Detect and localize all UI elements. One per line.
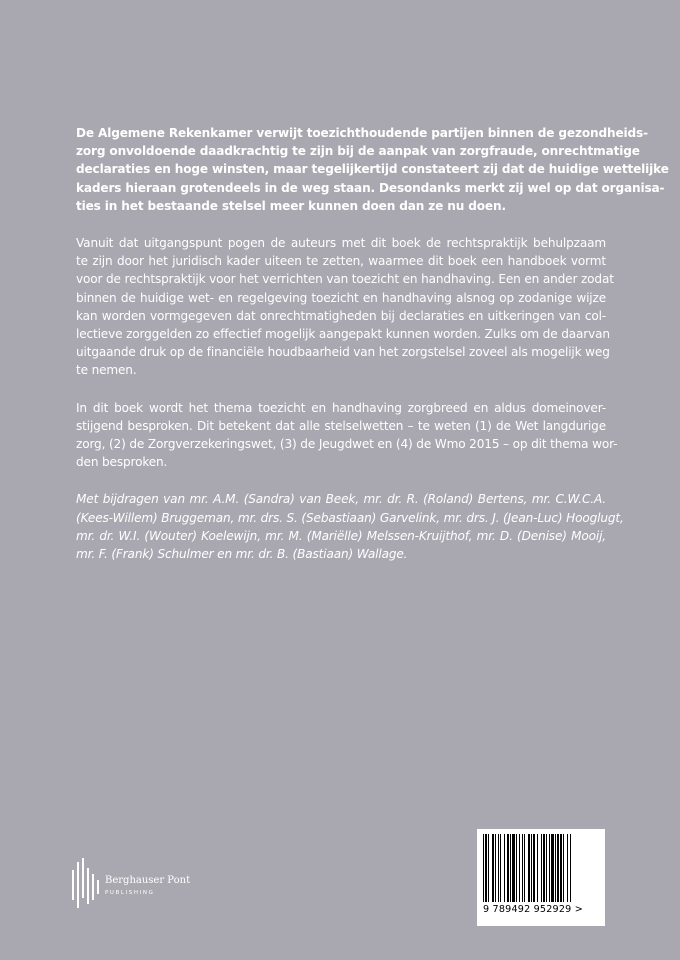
- text-line: te nemen.: [76, 363, 137, 378]
- text-line: lectieve zorggelden zo effectief mogelijk aangepakt kunnen worden. Zulks om de daarvan: [76, 327, 610, 342]
- text-line: mr. dr. W.I. (Wouter) Koelewijn, mr. M. (Mariëlle) Melssen-Kruijthof, mr. D. (Denise) Mooij,: [76, 528, 606, 543]
- barcode-bar: [543, 834, 545, 902]
- barcode-bar: [560, 834, 562, 902]
- barcode-bar: [570, 834, 571, 902]
- barcode-bar: [567, 834, 568, 902]
- barcode-bar: [541, 834, 542, 902]
- barcode-bar: [537, 834, 538, 902]
- barcode-bar: [512, 834, 515, 902]
- text-line: kaders hieraan grotendeels in de weg staan. Desondanks merkt zij wel op dat organisa-: [76, 180, 665, 195]
- barcode-bar: [531, 834, 532, 902]
- text-line: zorg onvoldoende daadkrachtig te zijn bij de aanpak van zorgfraude, onrechtmatige: [76, 144, 640, 159]
- text-line: ties in het bestaande stelsel meer kunnen doen dan ze nu doen.: [76, 198, 506, 213]
- text-line: kan worden vormgegeven dat onrechtmatigheden bij declaraties en uitkeringen van col-: [76, 308, 606, 323]
- barcode-bar: [549, 834, 550, 902]
- text-line: te zijn door het juridisch kader uiteen te zetten, waarmee dit boek een handboek vormt: [76, 254, 606, 269]
- text-line: Vanuit dat uitgangspunt pogen de auteurs met dit boek de rechtspraktijk behulpzaam: [76, 236, 606, 251]
- barcode-bar: [485, 834, 487, 902]
- barcode-bar: [524, 834, 525, 902]
- text-line: mr. F. (Frank) Schulmer en mr. dr. B. (Bastiaan) Wallage.: [76, 547, 408, 562]
- text-line: uitgaande druk op de financiële houdbaarheid van het zorgstelsel zoveel als mogelijk weg: [76, 345, 610, 360]
- barcode-bar: [519, 834, 520, 902]
- barcode-bar: [507, 834, 509, 902]
- intro-paragraph: [76, 124, 669, 215]
- isbn-number: 9 789492 952929 >: [483, 904, 583, 915]
- barcode-bar: [504, 834, 505, 902]
- back-cover-text: [76, 124, 669, 582]
- text-line: declaraties en hoge winsten, maar tegelijkertijd constateert zij dat de huidige wettelijke: [76, 162, 669, 177]
- publisher-logo-icon: [72, 858, 102, 910]
- scope-paragraph: [76, 399, 618, 472]
- barcode-icon: [483, 834, 599, 902]
- text-line: stijgend besproken. Dit betekent dat alle stelselwetten – te weten (1) de Wet langdurige: [76, 418, 606, 433]
- text-line: den besproken.: [76, 455, 168, 470]
- publisher-name: Berghauser Pont: [105, 875, 191, 886]
- contributors-paragraph: [76, 490, 624, 563]
- barcode-bar: [498, 834, 499, 902]
- text-line: zorg, (2) de Zorgverzekeringswet, (3) de Jeugdwet en (4) de Wmo 2015 – op dit thema wor-: [76, 437, 618, 452]
- barcode-bar: [510, 834, 511, 902]
- text-line: De Algemene Rekenkamer verwijt toezichthoudende partijen binnen de gezondheids-: [76, 126, 648, 140]
- barcode: [477, 829, 605, 926]
- text-line: In dit boek wordt het thema toezicht en handhaving zorgbreed en aldus domeinover-: [76, 400, 606, 415]
- barcode-bar: [483, 834, 484, 902]
- text-line: (Kees-Willem) Bruggeman, mr. drs. S. (Sebastiaan) Garvelink, mr. drs. J. (Jean-Luc) Hooglugt,: [76, 510, 624, 525]
- barcode-bar: [522, 834, 523, 902]
- barcode-bar: [528, 834, 530, 902]
- publisher-sub: PUBLISHING: [105, 890, 155, 896]
- barcode-bar: [516, 834, 517, 902]
- barcode-bar: [546, 834, 547, 902]
- barcode-bar: [495, 834, 496, 902]
- text-line: voor de rechtspraktijk voor het verrichten van toezicht en handhaving. Een en ander zodat: [76, 272, 614, 287]
- text-line: binnen de huidige wet- en regelgeving toezicht en handhaving alsnog op zodanige wijze: [76, 290, 606, 305]
- text-line: Met bijdragen van mr. A.M. (Sandra) van Beek, mr. dr. R. (Roland) Bertens, mr. C.W.C.A.: [76, 492, 606, 507]
- barcode-bar: [551, 834, 554, 902]
- barcode-bar: [488, 834, 489, 902]
- barcode-bar: [563, 834, 564, 902]
- publisher-logo: [72, 858, 222, 910]
- barcode-bar: [500, 834, 501, 902]
- barcode-bar: [492, 834, 494, 902]
- barcode-bar: [555, 834, 556, 902]
- barcode-bar: [557, 834, 559, 902]
- barcode-bar: [533, 834, 535, 902]
- purpose-paragraph: [76, 234, 614, 380]
